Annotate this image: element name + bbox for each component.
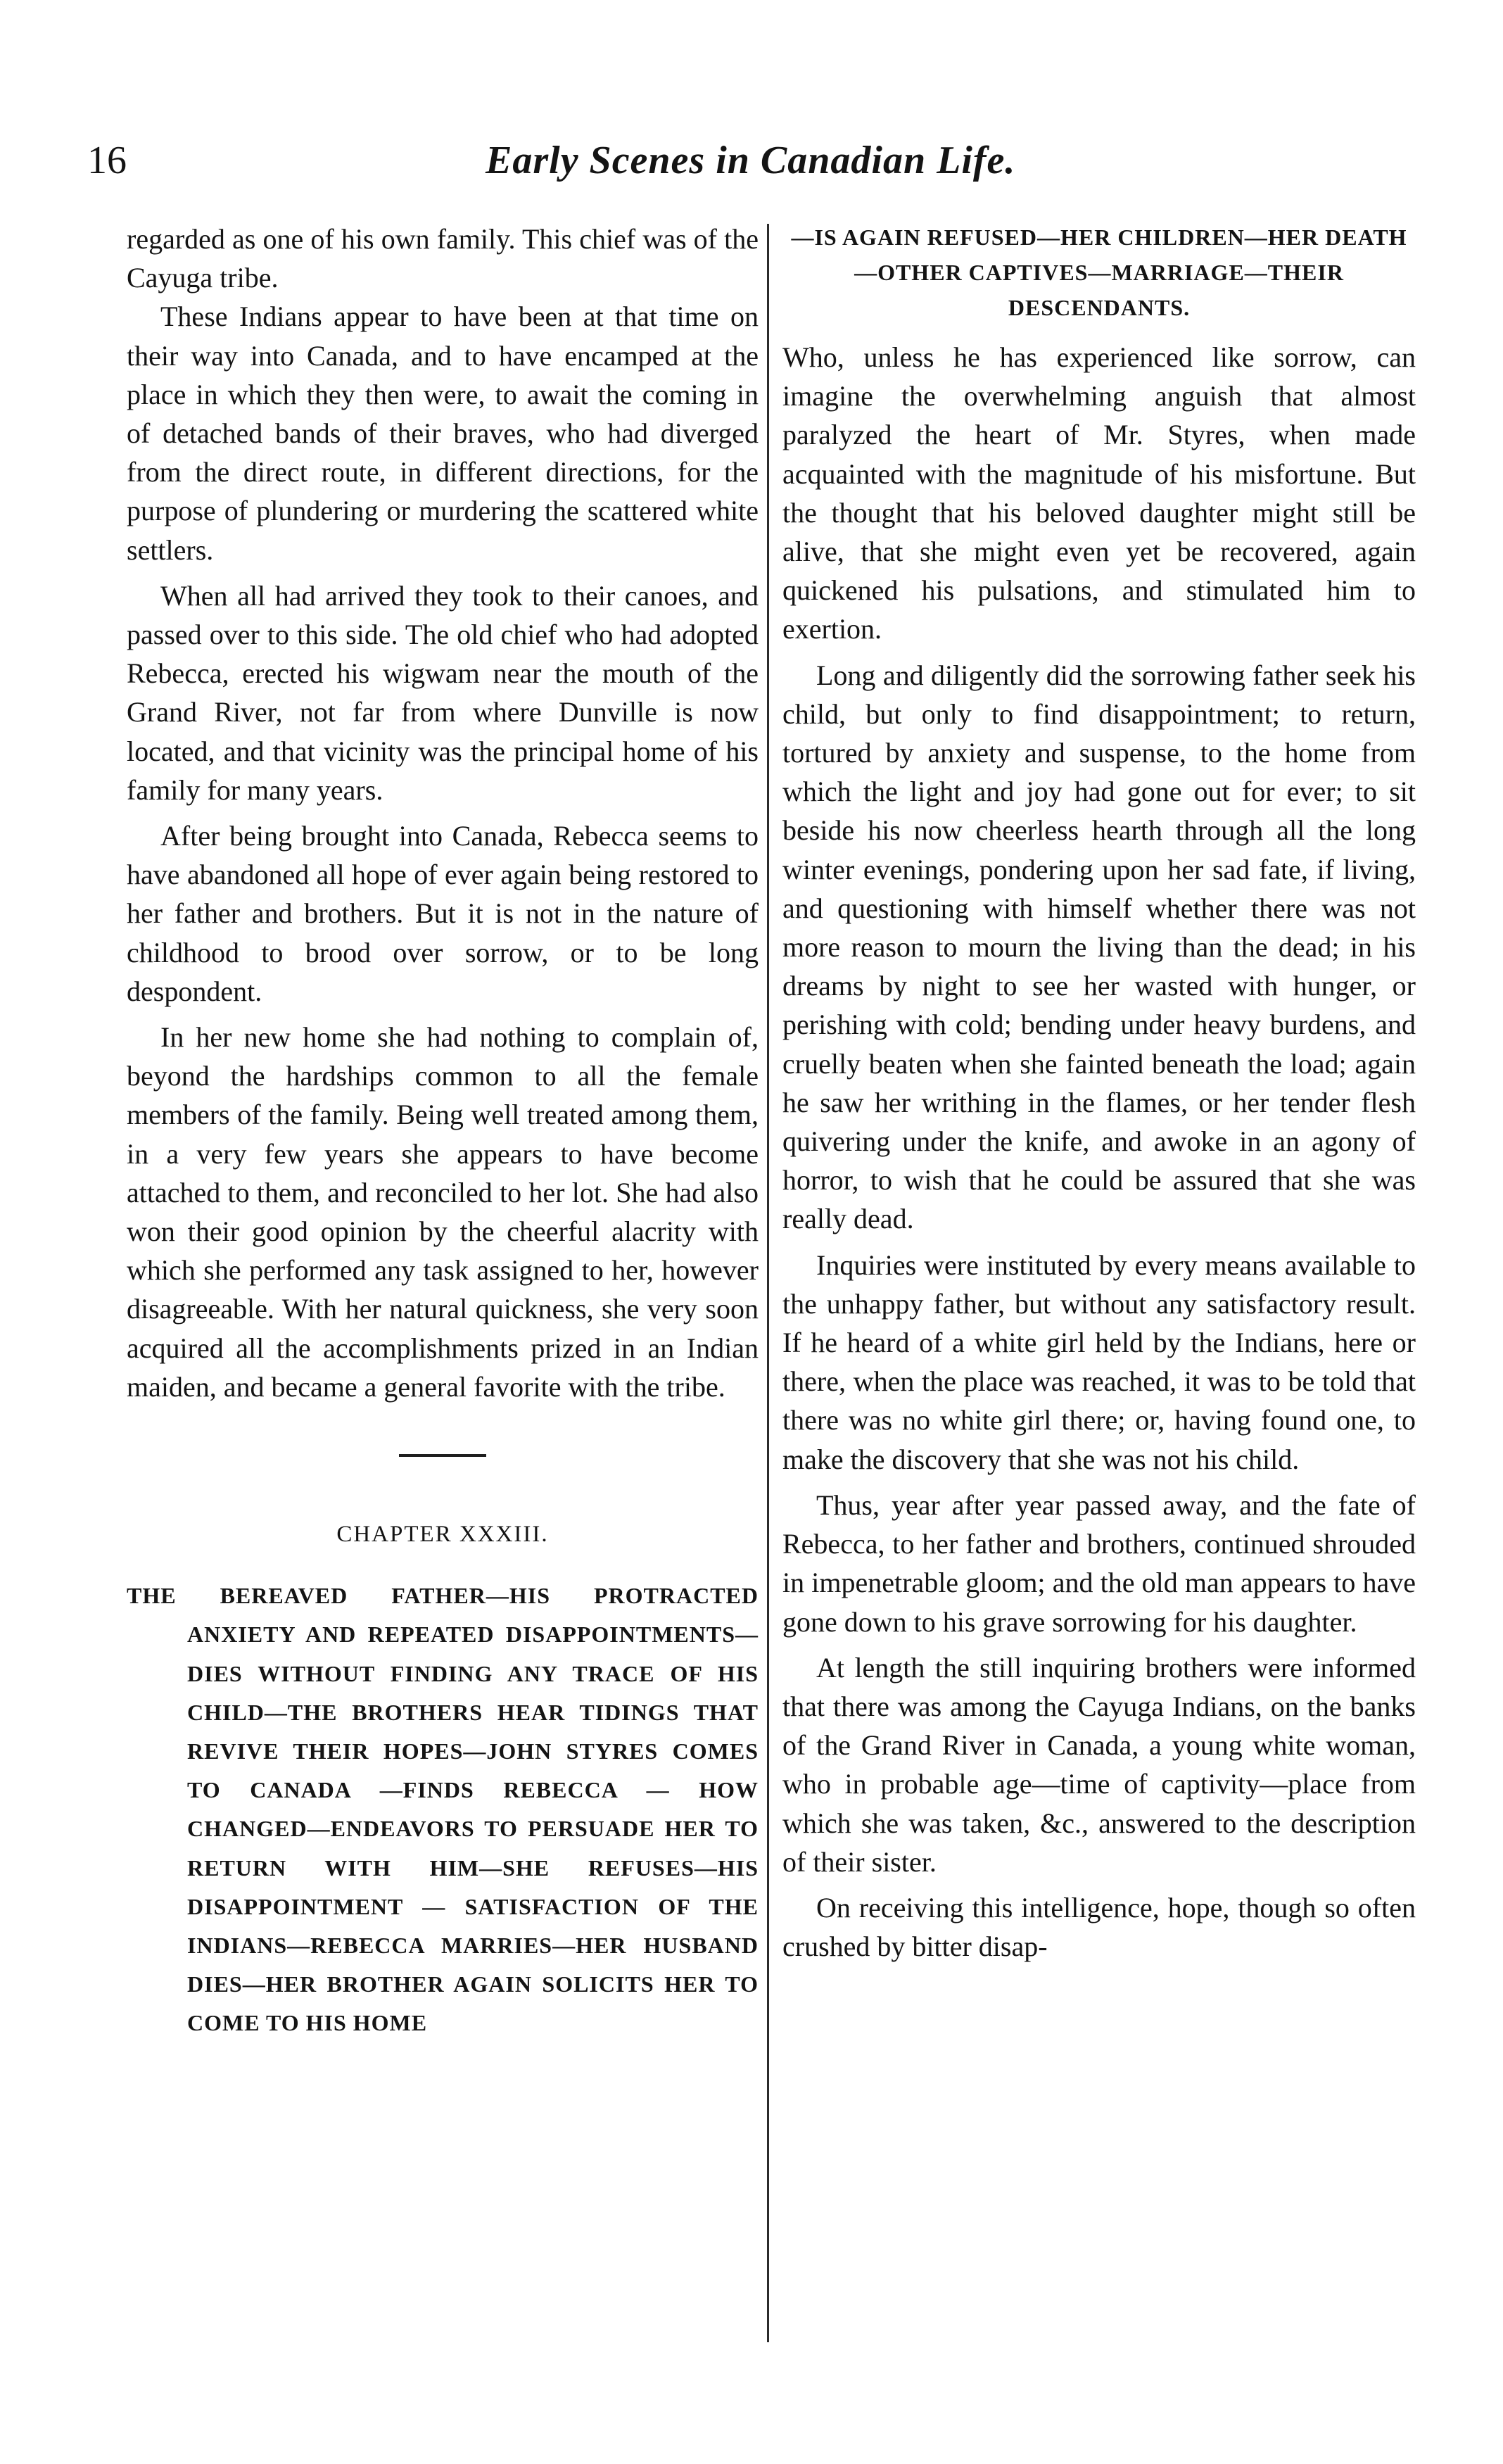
paragraph: When all had arrived they took to their canoes, and passed over to this side. The old chief who had adopted Rebecca, erected his wigwam near the mouth of the Grand River, not far from where Dunville is now located, and that vicinity was the principal home of his family for many years. — [127, 579, 759, 806]
chapter-synopsis: THE BEREAVED FATHER—HIS PROTRACTED ANXIETY AND REPEATED DISAPPOINTMENTS—DIES WITHOUT FINDING ANY TRACE OF HIS CHILD—THE BROTHERS HEAR TIDINGS THAT REVIVE THEIR HOPES—JOHN STYRES COMES TO CANADA —FINDS REBECCA — HOW CHANGED—ENDEAVORS TO PERSUADE HER TO RETURN WITH HIM—SHE REFUSES—HIS DISAPPOINTMENT — SATISFACTION OF THE INDIANS—REBECCA MARRIES—HER HUSBAND DIES—HER BROTHER AGAIN SOLICITS HER TO COME TO HIS HOME — [127, 1583, 759, 2036]
chapter-heading: CHAPTER XXXIII. — [336, 1522, 549, 1548]
paragraph: In her new home she had nothing to complain of, beyond the hardships common to all the female members of the family. Being well treated among them, in a very few years she appears to have become attached to them, and reconciled to her lot. She had also won their good opinion by the cheerful alacrity with which she performed any task assigned to her, however disagreeable. With her natural quickness, she very soon acquired all the accomplishments prized in an Indian maiden, and became a general favorite with the tribe. — [127, 1021, 759, 1403]
paragraph: Long and diligently did the sorrowing father seek his child, but only to find disappointment; to return, tortured by anxiety and suspense, to the home from which the light and joy had gone out for ever; to sit beside his now cheerless hearth through all the long winter evenings, pondering upon her sad fate, if living, and questioning with himself whether there was not more reason to mourn the living than the dead; in his dreams by night to see her wasted with hunger, or perishing with cold; bending under heavy burdens, and cruelly beaten when she fainted beneath the load; again he saw her writhing in the flames, or her tender flesh quivering under the knife, and awoke in an agony of horror, to wish that he could be assured that she was really dead. — [782, 659, 1416, 1235]
page-number: 16 — [87, 139, 127, 182]
running-title: Early Scenes in Canadian Life. — [486, 139, 1016, 182]
chapter-divider-rule — [399, 1454, 486, 1457]
paragraph: Thus, year after year passed away, and the fate of Rebecca, to her father and brothers, continued shrouded in impenetrable gloom; and the old man appears to have gone down to his grave sorrowing for his daughter. — [782, 1489, 1416, 1638]
chapter-synopsis-continued: —IS AGAIN REFUSED—HER CHILDREN—HER DEATH—OTHER CAPTIVES—MARRIAGE—THEIR DESCENDANTS. — [791, 225, 1407, 320]
right-column — [782, 220, 1416, 1966]
left-column — [127, 220, 759, 2043]
paragraph: After being brought into Canada, Rebecca seems to have abandoned all hope of ever again being restored to her father and brothers. But it is not in the nature of childhood to brood over sorrow, or to be long despondent. — [127, 820, 759, 1007]
paragraph: At length the still inquiring brothers were informed that there was among the Cayuga Indians, on the banks of the Grand River in Canada, a young white woman, who in probable age—time of captivity—place from which she was taken, &c., answered to the description of their sister. — [782, 1651, 1416, 1878]
right-column-body — [782, 338, 1416, 1966]
paragraph: On receiving this intelligence, hope, though so often crushed by bitter disap- — [782, 1891, 1416, 1963]
column-divider — [767, 224, 769, 2342]
paragraph: Who, unless he has experienced like sorrow, can imagine the overwhelming anguish that almost paralyzed the heart of Mr. Styres, when made acquainted with the magnitude of his misfortune. But the thought that his beloved daughter might still be alive, that she might even yet be recovered, again quickened his pulsations, and stimulated him to exertion. — [782, 341, 1416, 645]
paragraph: Inquiries were instituted by every means available to the unhappy father, but without any satisfactory result. If he heard of a white girl held by the Indians, here or there, when the place was reached, it was to be told that there was no white girl there; or, having found one, to make the discovery that she was not his child. — [782, 1249, 1416, 1475]
paragraph: These Indians appear to have been at that time on their way into Canada, and to have encamped at the place in which they then were, to await the coming in of detached bands of their braves, who had diverged from the direct route, in different directions, for the purpose of plundering or murdering the scattered white settlers. — [127, 301, 759, 566]
paragraph: regarded as one of his own family. This chief was of the Cayuga tribe. — [127, 223, 759, 294]
